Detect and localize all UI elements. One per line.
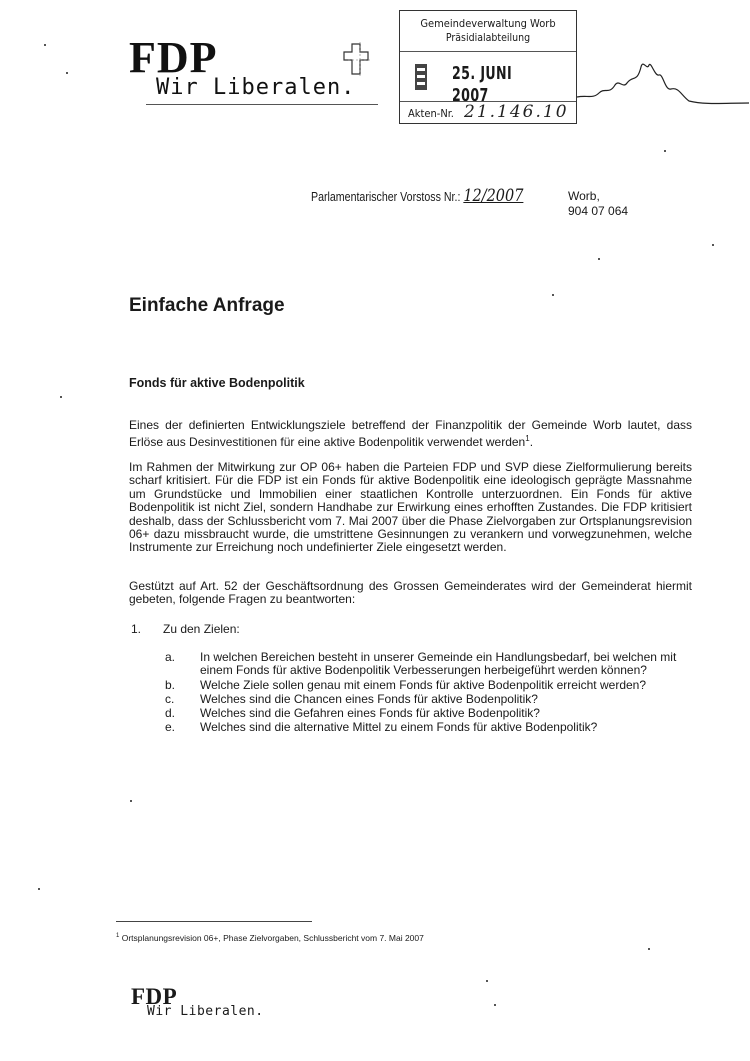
- list-item-text: In welchen Bereichen besteht in unserer Gemeinde ein Handlungsbedarf, bei welchen mit einem Fonds für aktive Bodenpolitik Verbesserungen herbeigeführt werden können?: [200, 650, 677, 678]
- logo-underline: [146, 104, 378, 105]
- motion-label: Parlamentarischer Vorstoss Nr.:: [311, 190, 461, 204]
- handwritten-mark-icon: [575, 55, 750, 110]
- paragraph-1-end: .: [529, 435, 534, 450]
- stamp-file-label: Akten-Nr.: [408, 107, 454, 120]
- paragraph-3: Gestützt auf Art. 52 der Geschäftsordnung des Grossen Gemeinderates wird der Gemeinderat hiermit gebeten, folgende Fragen zu beantworten:: [129, 579, 692, 607]
- scan-speck: [598, 258, 600, 260]
- footer-fdp-logo-text: FDP: [131, 984, 178, 1009]
- question-number: 1.: [131, 622, 142, 636]
- footnote-mark: 1: [116, 933, 120, 939]
- scan-speck: [648, 948, 650, 950]
- motion-number: 12/2007: [463, 186, 524, 206]
- fdp-logo-slogan: Wir Liberalen.: [156, 75, 356, 100]
- stamp-emblem-icon: [414, 63, 428, 91]
- stamp-department: Präsidialabteilung: [445, 32, 531, 44]
- scan-speck: [60, 396, 62, 398]
- document-title: Einfache Anfrage: [129, 295, 285, 316]
- footnote-text: Ortsplanungsrevision 06+, Phase Zielvorgaben, Schlussbericht vom 7. Mai 2007: [121, 932, 424, 943]
- footnote-reference: 1: [525, 434, 530, 444]
- scan-speck: [44, 44, 46, 46]
- footnote-divider: [116, 921, 312, 922]
- paragraph-2: Im Rahmen der Mitwirkung zur OP 06+ haben die Parteien FDP und SVP diese Zielformulierung bereits scharf kritisiert. Für die FDP ist ein Fonds für aktive Bodenpolitik eine ideologisch geprägte Massnahme um Grundstücke und Immobilien einer staatlichen Kontrolle unterzuordnen. Ein Fonds für aktive Bodenpolitik ist nicht Ziel, sondern Handhabe zur Erwirkung eines erhofften Zustandes. Die FDP kritisiert deshalb, dass der Schlussbericht vom 7. Mai 2007 über die Phase Zielvorgaben zur Ortsplanungsrevision 06+ dazu missbraucht wurde, die umstrittene Gesinnungen zu verankern und vorwegzunehmen, welche Instrumente zur Erreichung noch undefinierter Ziele eingesetzt werden.: [129, 460, 692, 555]
- list-item-text: Welches sind die Chancen eines Fonds für aktive Bodenpolitik?: [200, 692, 538, 706]
- footer-fdp-logo-slogan: Wir Liberalen.: [147, 1004, 264, 1019]
- paragraph-1: [129, 419, 692, 450]
- list-item-letter: d.: [165, 706, 176, 720]
- stamp-office: Gemeindeverwaltung Worb: [420, 17, 556, 30]
- question-heading: Zu den Zielen:: [163, 622, 240, 636]
- scan-speck: [38, 888, 40, 890]
- scan-speck: [130, 800, 132, 802]
- list-item-text: Welche Ziele sollen genau mit einem Fonds für aktive Bodenpolitik erreicht werden?: [200, 678, 647, 692]
- list-item-letter: a.: [165, 650, 176, 664]
- list-item-letter: b.: [165, 678, 176, 692]
- scan-speck: [552, 294, 554, 296]
- place: Worb,: [568, 189, 600, 203]
- scan-speck: [664, 150, 666, 152]
- document-subtitle: Fonds für aktive Bodenpolitik: [129, 376, 305, 390]
- stamp-file-number: 21.146.10: [464, 102, 569, 122]
- footnote: [116, 931, 424, 944]
- list-item-letter: e.: [165, 720, 176, 734]
- stamp-divider: [400, 51, 576, 52]
- reference-number: 904 07 064: [568, 204, 629, 218]
- scan-speck: [494, 1004, 496, 1006]
- fdp-logo-text: FDP: [129, 33, 218, 82]
- scan-speck: [712, 244, 714, 246]
- crest-icon: [340, 40, 380, 80]
- list-item-letter: c.: [165, 692, 175, 706]
- scan-speck: [66, 72, 68, 74]
- list-item-text: Welches sind die Gefahren eines Fonds für aktive Bodenpolitik?: [200, 706, 540, 720]
- receipt-stamp: [399, 10, 577, 124]
- list-item-text: Welches sind die alternative Mittel zu einem Fonds für aktive Bodenpolitik?: [200, 720, 598, 734]
- scan-speck: [486, 980, 488, 982]
- paragraph-1-text: Eines der definierten Entwicklungsziele betreffend der Finanzpolitik der Gemeinde Worb lautet, dass Erlöse aus Desinvestitionen für eine aktive Bodenpolitik verwendet werden: [129, 418, 692, 450]
- stamp-date: 25. JUNI 2007: [452, 63, 513, 106]
- motion-number-line: [311, 188, 523, 205]
- place-and-reference: [568, 189, 628, 219]
